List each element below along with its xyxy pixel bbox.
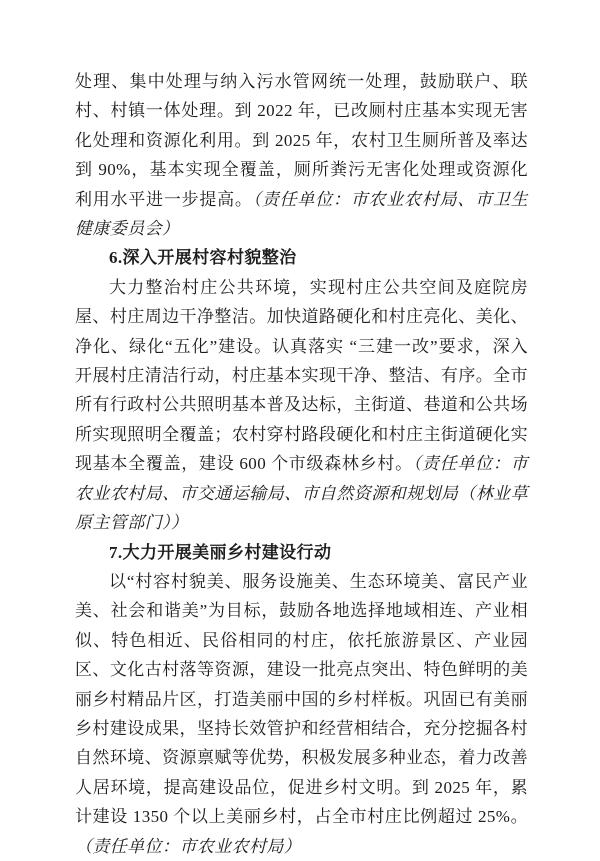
responsibility-note-beautiful-village: （责任单位：市农业农村局） <box>75 836 302 856</box>
paragraph-beautiful-village-text: 以“村容村貌美、服务设施美、生态环境美、富民产业美、社会和谐美”为目标，鼓励各地选择地域相连、产业相似、特色相近、民俗相同的村庄，依托旅游景区、产业园区、文化古村落等资源，建设一批亮点突出、特色鲜明的美丽乡村精品片区，打造美丽中国的乡村样板。巩固已有美丽乡村建设成果，坚持长效管护和经营相结合，充分挖掘各村自然环境、资源禀赋等优势，积极发展多种业态，着力改善人居环境，提高建设品位，促进乡村文明。到 2025 年，累计建设 1350 个以上美丽乡村，占全市村庄比例超过 25%。 <box>75 571 528 827</box>
responsibility-note-toilet-treatment: （责任单位：市农业农村局、市卫生健康委员会） <box>75 189 528 239</box>
paragraph-beautiful-village <box>75 567 528 861</box>
responsibility-note-village-appearance: （责任单位：市农业农村局、市交通运输局、市自然资源和规划局（林业草原主管部门）） <box>75 454 528 533</box>
heading-section-7: 7.大力开展美丽乡村建设行动 <box>109 542 332 562</box>
paragraph-village-appearance-text: 大力整治村庄公共环境，实现村庄公共空间及庭院房屋、村庄周边干净整洁。加快道路硬化和村庄亮化、美化、净化、绿化“五化”建设。认真落实 “三建一改”要求，深入开展村庄清洁行动，村庄基本实现干净、整洁、有序。全市所有行政村公共照明基本普及达标，主街道、巷道和公共场所实现照明全覆盖；农村穿村路段硬化和村庄主街道硬化实现基本全覆盖，建设 600 个市级森林乡村。 <box>75 277 528 474</box>
paragraph-village-appearance <box>75 273 528 538</box>
document-body <box>75 67 528 861</box>
heading-section-6: 6.深入开展村容村貌整治 <box>109 248 297 268</box>
paragraph-toilet-treatment <box>75 67 528 243</box>
paragraph-toilet-treatment-text: 处理、集中处理与纳入污水管网统一处理，鼓励联户、联村、村镇一体处理。到 2022 年，已改厕村庄基本实现无害化处理和资源化利用。到 2025 年，农村卫生厕所普及率达到 90%，基本实现全覆盖，厕所粪污无害化处理或资源化利用水平进一步提高。 <box>75 72 528 209</box>
